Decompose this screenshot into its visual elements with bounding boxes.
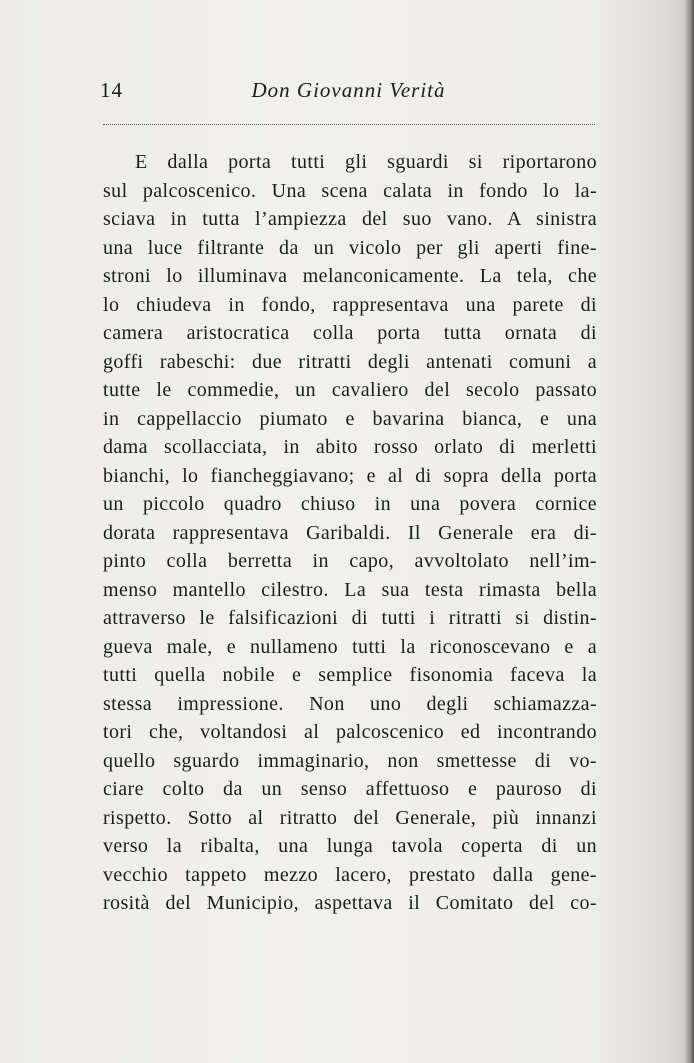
page-number: 14: [100, 78, 123, 102]
text-line: tori che, voltandosi al palcoscenico ed incontrando: [103, 721, 597, 743]
text-line: gueva male, e nullameno tutti la riconoscevano e a: [103, 635, 597, 658]
text-line: sciava in tutta l’ampiezza del suo vano. A sinistra: [103, 208, 597, 230]
text-line: bianchi, lo fiancheggiavano; e al di sopra della porta: [103, 464, 597, 487]
page-header: [100, 78, 597, 108]
text-line: ciare colto da un senso affettuoso e pauroso di: [103, 778, 597, 800]
page-edge-shadow: [684, 0, 694, 1063]
text-line: tutti quella nobile e semplice fisonomia faceva la: [103, 664, 597, 686]
text-line: rosità del Municipio, aspettava il Comitato del co-: [103, 892, 597, 914]
running-title: Don Giovanni Verità: [251, 78, 446, 102]
text-line: pinto colla berretta in capo, avvoltolato nell’im-: [103, 550, 597, 572]
text-line: goffi rabeschi: due ritratti degli antenati comuni a: [103, 350, 597, 373]
text-line: vecchio tappeto mezzo lacero, prestato dalla gene-: [103, 863, 597, 886]
text-line: stessa impressione. Non uno degli schiamazza-: [103, 692, 597, 715]
text-line: camera aristocratica colla porta tutta ornata di: [103, 322, 597, 344]
text-line: lo chiudeva in fondo, rappresentava una parete di: [103, 293, 597, 316]
text-line: rispetto. Sotto al ritratto del Generale, più innanzi: [103, 806, 597, 829]
text-line: tutte le commedie, un cavaliero del secolo passato: [103, 379, 597, 401]
text-line: una luce filtrante da un vicolo per gli aperti fine-: [103, 236, 597, 259]
text-line: stroni lo illuminava melanconicamente. La tela, che: [103, 265, 597, 287]
text-line: attraverso le falsificazioni di tutti i ritratti si distin-: [103, 607, 597, 629]
text-line: dorata rappresentava Garibaldi. Il Generale era di-: [103, 521, 597, 544]
text-line: in cappellaccio piumato e bavarina bianca, e una: [103, 407, 597, 430]
text-line: dama scollacciata, in abito rosso orlato di merletti: [103, 436, 597, 458]
text-line: un piccolo quadro chiuso in una povera cornice: [103, 493, 597, 515]
text-line: verso la ribalta, una lunga tavola coperta di un: [103, 835, 597, 857]
text-line: E dalla porta tutti gli sguardi si riportarono: [135, 151, 597, 173]
header-rule: [103, 124, 595, 125]
text-line: menso mantello cilestro. La sua testa rimasta bella: [103, 578, 597, 601]
body-text: [103, 148, 597, 918]
text-line: sul palcoscenico. Una scena calata in fondo lo la-: [103, 179, 597, 202]
text-line: quello sguardo immaginario, non smettesse di vo-: [103, 749, 597, 772]
